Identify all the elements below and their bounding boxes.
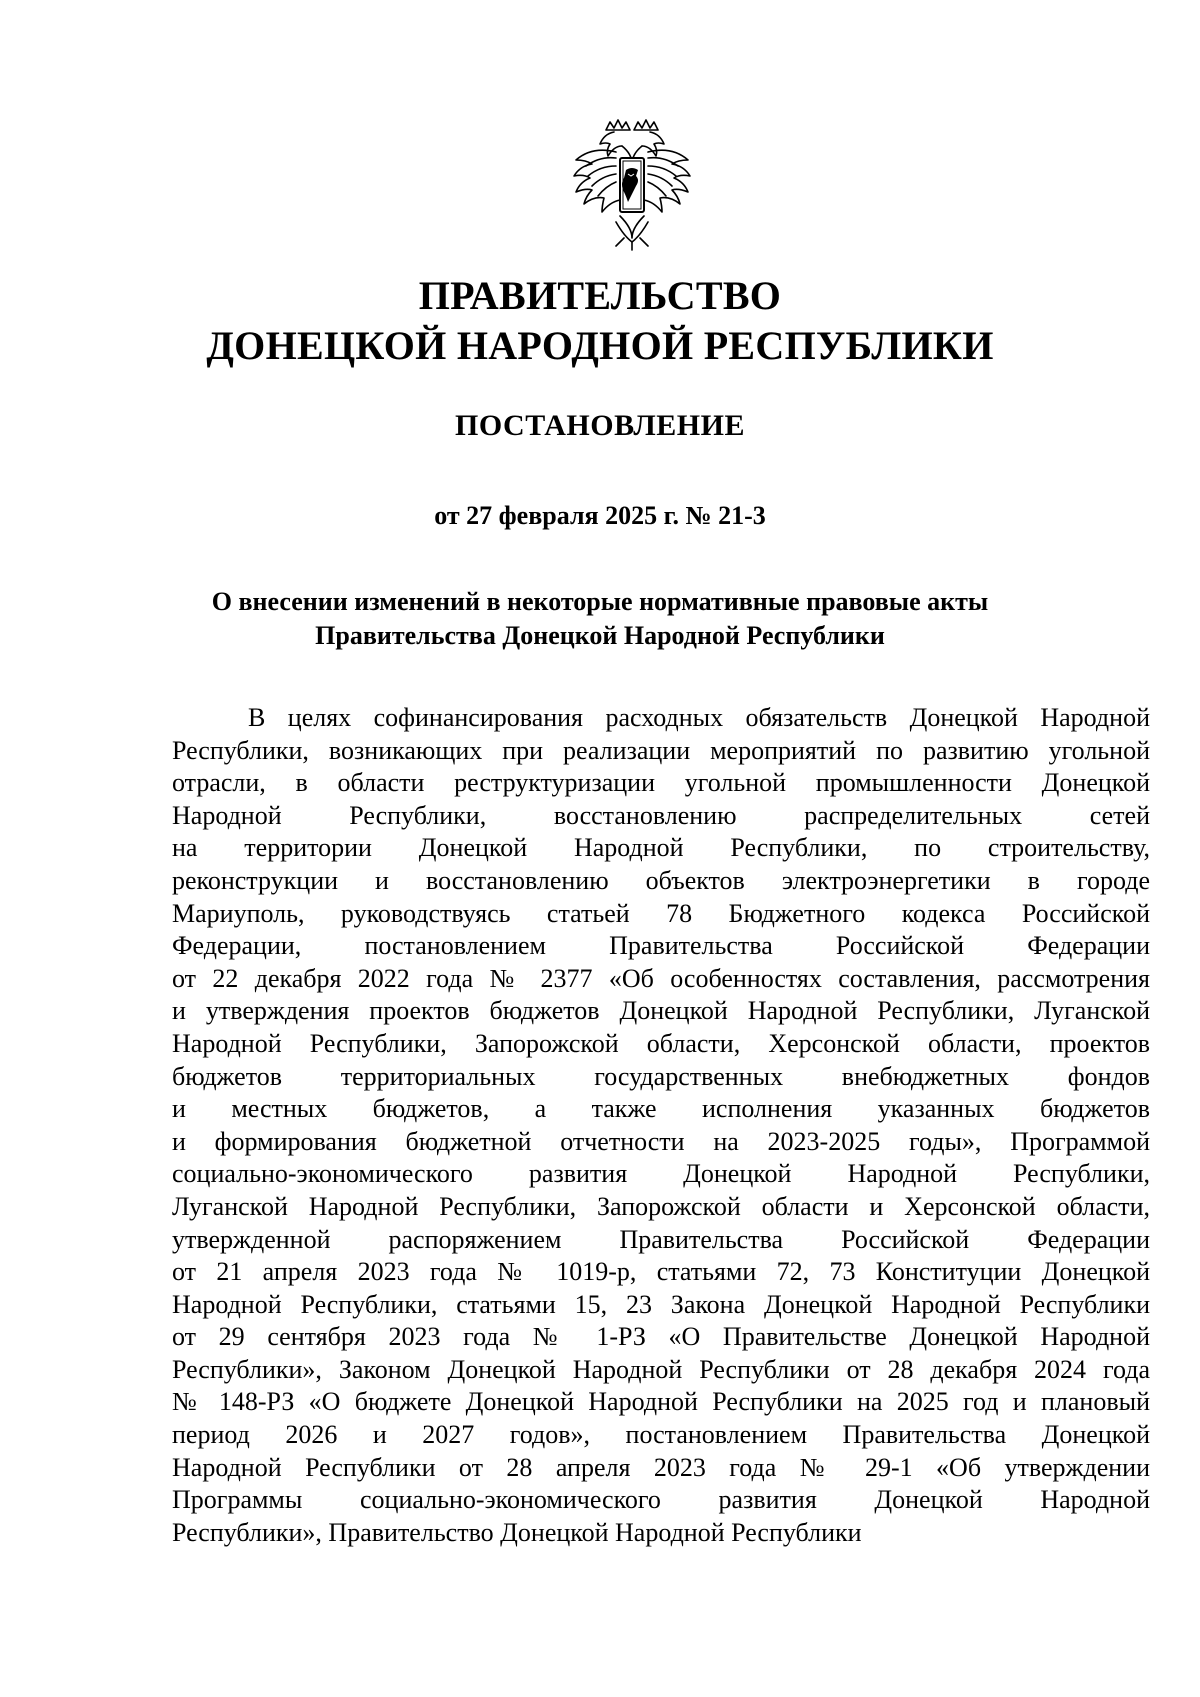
body-text-line: и местных бюджетов, а также исполнения указанных бюджетов [172,1094,1150,1124]
body-text-line: Республики, возникающих при реализации мероприятий по развитию угольной [172,735,1150,765]
body-text-line: бюджетов территориальных государственных внебюджетных фондов [172,1061,1150,1091]
document-subject-line-1: О внесении изменений в некоторые нормативные правовые акты [211,587,989,616]
body-text-line: № 148-РЗ «О бюджете Донецкой Народной Республики на 2025 год и плановый [172,1387,1150,1417]
body-text-line: В целях софинансирования расходных обязательств Донецкой Народной [248,703,1150,732]
body-text-line: Луганской Народной Республики, Запорожской области и Херсонской области, [172,1191,1150,1221]
body-text-line: утвержденной распоряжением Правительства Российской Федерации [172,1224,1150,1254]
body-text-line: Программы социально-экономического развития Донецкой Народной [172,1485,1150,1515]
body-text-line: Федерации, постановлением Правительства Российской Федерации [172,931,1150,961]
body-text-line: Народной Республики от 28 апреля 2023 года № 29-1 «Об утверждении [172,1452,1150,1482]
coat-of-arms-emblem [570,112,694,252]
government-title-line-1: ПРАВИТЕЛЬСТВО [418,273,782,318]
body-text-line: Мариуполь, руководствуясь статьей 78 Бюджетного кодекса Российской [172,898,1150,928]
body-text-line: от 29 сентября 2023 года № 1-РЗ «О Правительстве Донецкой Народной [172,1322,1150,1352]
body-text-line: от 22 декабря 2022 года № 2377 «Об особенностях составления, рассмотрения [172,963,1150,993]
body-text-line: и формирования бюджетной отчетности на 2023-2025 годы», Программой [172,1126,1150,1156]
body-text-line: период 2026 и 2027 годов», постановлением Правительства Донецкой [172,1420,1150,1450]
body-text-line: Народной Республики, Запорожской области, Херсонской области, проектов [172,1028,1150,1058]
body-text-line: отрасли, в области реструктуризации угольной промышленности Донецкой [172,768,1150,798]
body-text-line: Народной Республики, восстановлению распределительных сетей [172,800,1150,830]
body-text-line: и утверждения проектов бюджетов Донецкой Народной Республики, Луганской [172,996,1150,1026]
body-text-line: на территории Донецкой Народной Республики, по строительству, [172,833,1150,863]
document-type-heading: ПОСТАНОВЛЕНИЕ [455,409,745,442]
body-text-line: от 21 апреля 2023 года № 1019-р, статьями 72, 73 Конституции Донецкой [172,1257,1150,1287]
document-date-number: от 27 февраля 2025 г. № 21-3 [434,501,766,530]
body-text-line: Республики», Правительство Донецкой Народной Республики [172,1517,862,1547]
body-text-line: социально-экономического развития Донецкой Народной Республики, [172,1159,1150,1189]
government-title-line-2: ДОНЕЦКОЙ НАРОДНОЙ РЕСПУБЛИКИ [206,323,994,368]
body-text-line: Республики», Законом Донецкой Народной Республики от 28 декабря 2024 года [172,1354,1150,1384]
body-paragraph [172,702,1150,1549]
document-subject-line-2: Правительства Донецкой Народной Республики [315,621,885,650]
body-text-line: реконструкции и восстановлению объектов электроэнергетики в городе [172,865,1150,895]
body-text-line: Народной Республики, статьями 15, 23 Закона Донецкой Народной Республики [172,1289,1150,1319]
